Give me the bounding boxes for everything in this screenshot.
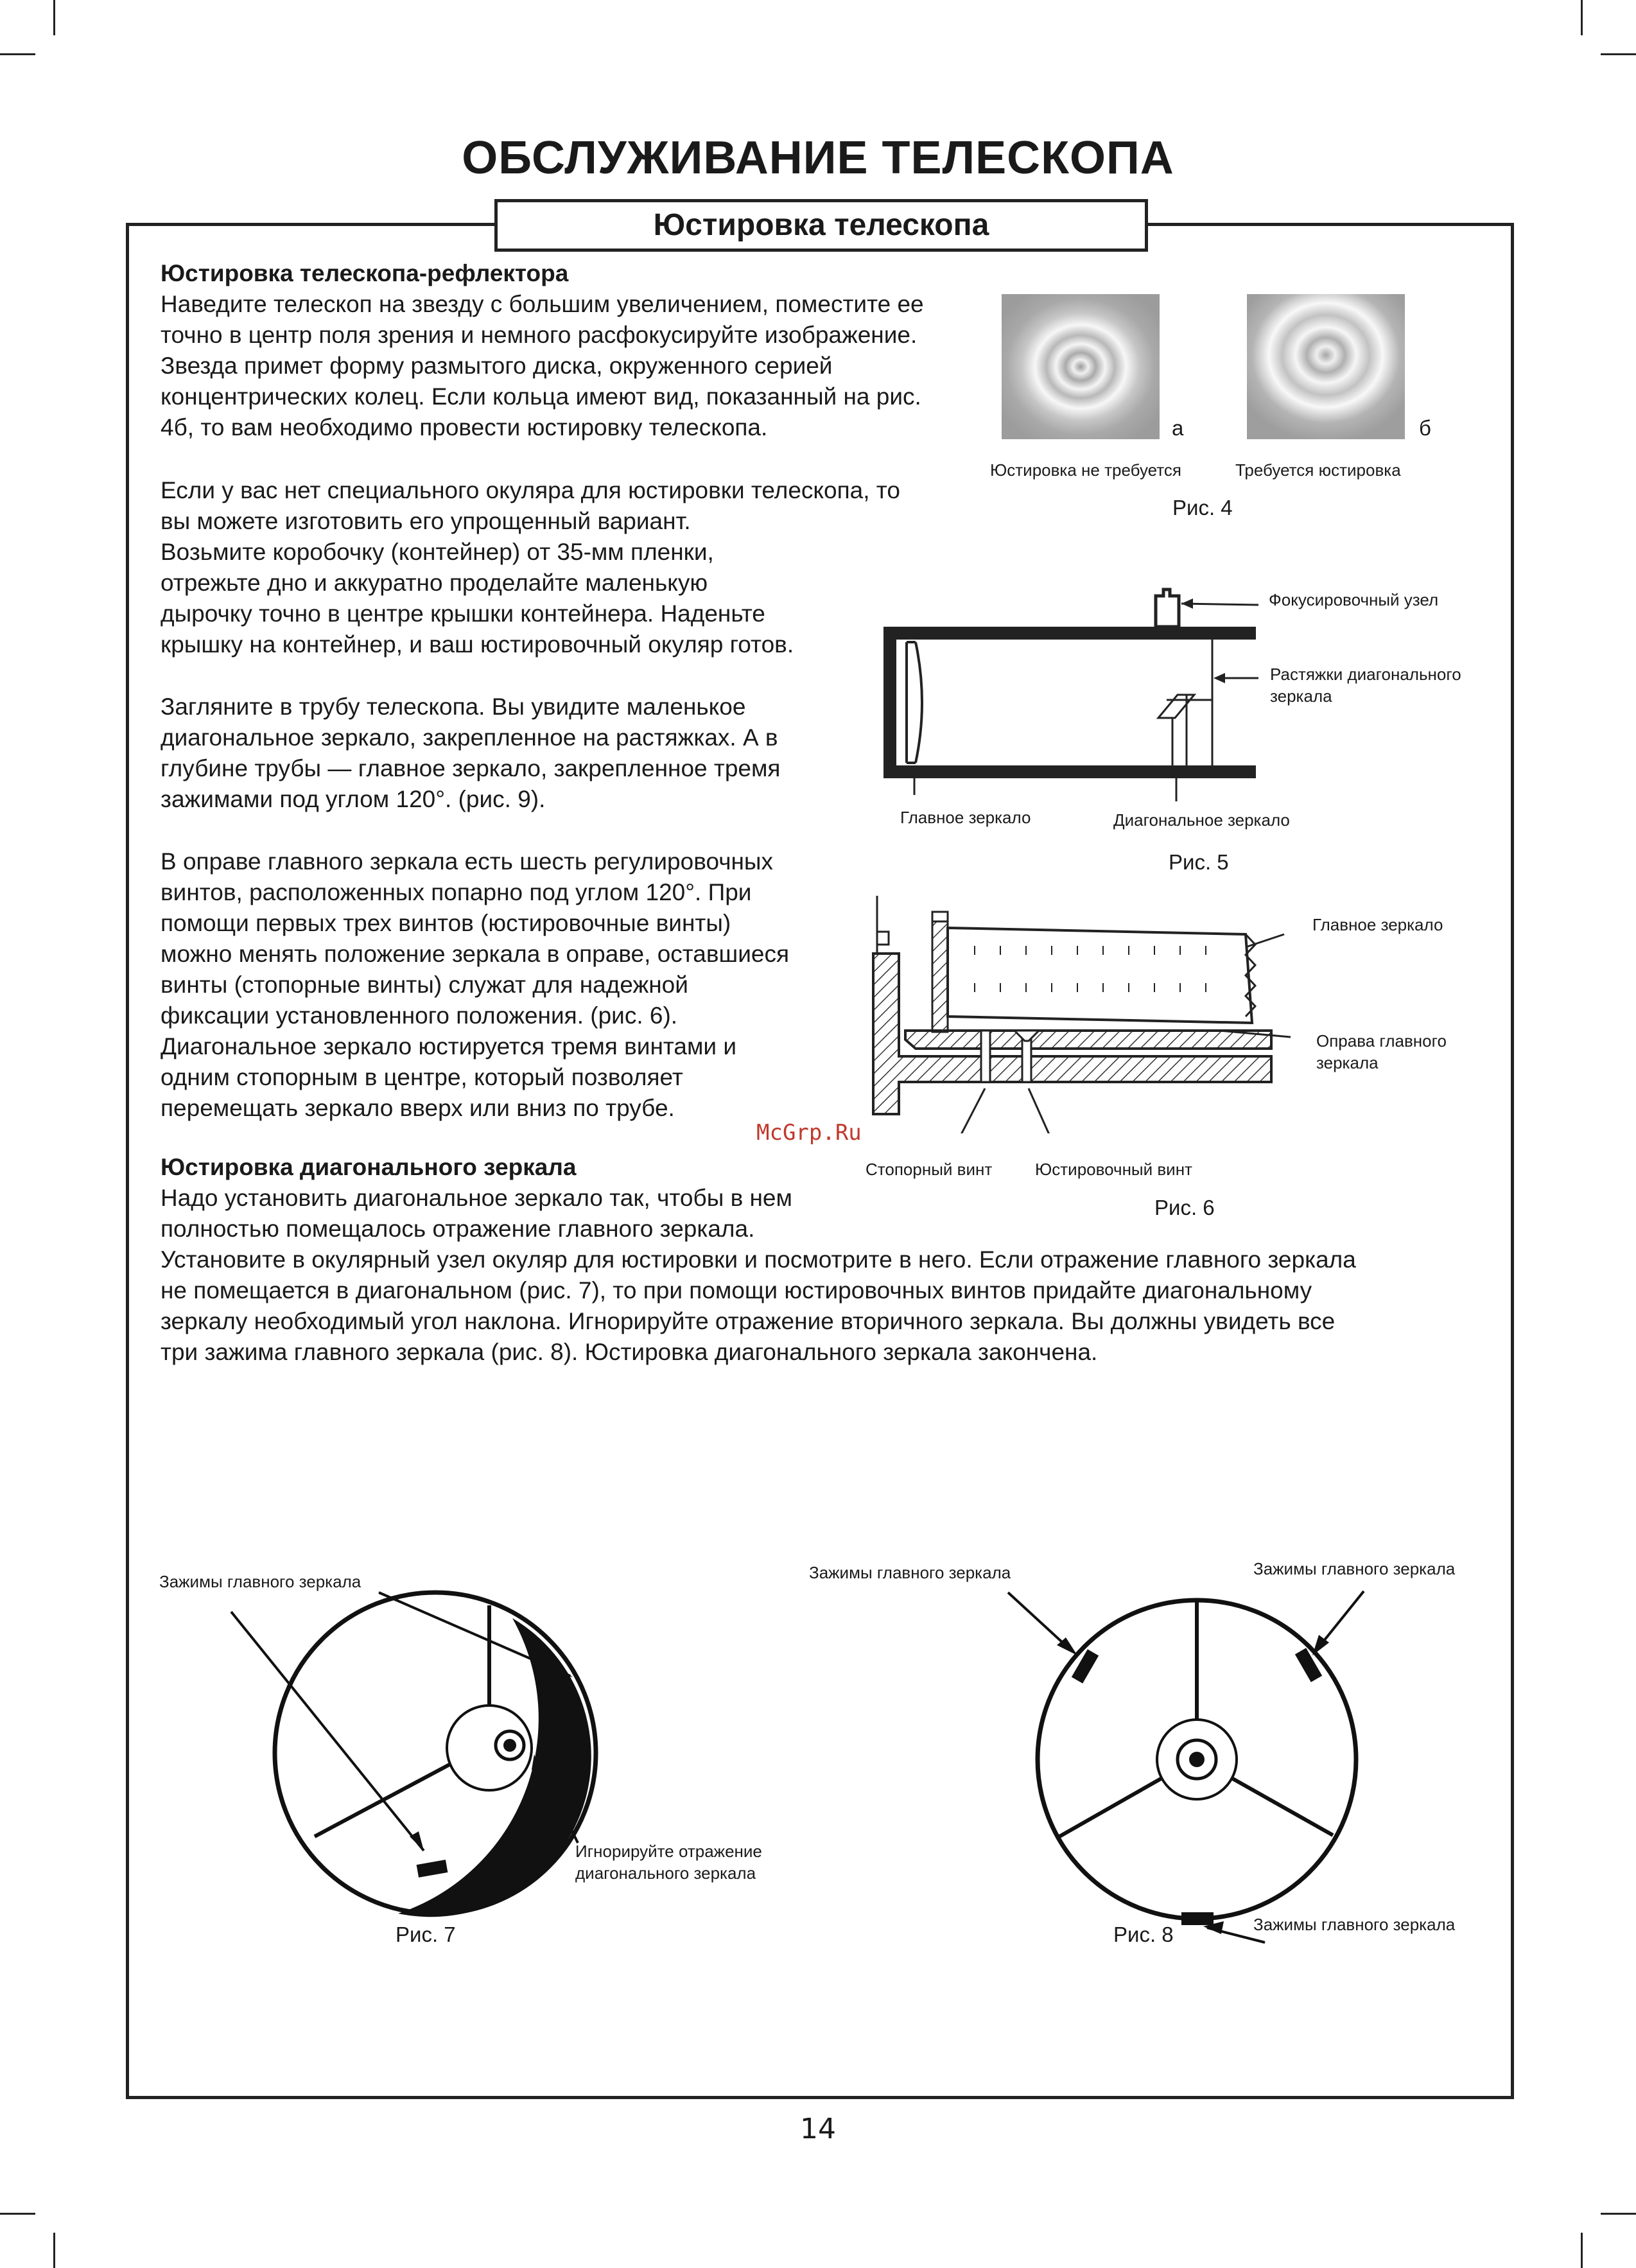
- misaligned-view-diagram: [193, 1567, 629, 1952]
- fig8-clips-right-label: Зажимы главного зеркала: [1253, 1559, 1456, 1578]
- text-line: зеркалу необходимый угол наклона. Игнорируйте отражение вторичного зеркала. Вы должны увидеть все: [161, 1308, 1336, 1334]
- fig4-label-b: б: [1419, 416, 1431, 440]
- text-line: винтов, расположенных попарно под углом 120°. При: [161, 879, 752, 905]
- text-line: концентрических колец. Если кольца имеют вид, показанный на рис.: [161, 383, 921, 410]
- fig6-lock-screw-label: Стопорный винт: [866, 1160, 993, 1179]
- fig6-primary-label: Главное зеркало: [1312, 915, 1443, 934]
- text-line: отрежьте дно и аккуратно проделайте маленькую: [161, 570, 708, 596]
- fig4-caption-b: Требуется юстировка: [1235, 460, 1401, 480]
- crop-mark: [1581, 0, 1583, 35]
- text-line: зажимами под углом 120°. (рис. 9).: [161, 786, 546, 812]
- fig4-caption: Рис. 4: [1172, 496, 1233, 519]
- diagonal-heading: Юстировка диагонального зеркала: [161, 1154, 577, 1180]
- fig5-spider-label: [1270, 663, 1461, 707]
- text-line: Если у вас нет специального окуляра для юстировки телескопа, то: [161, 477, 900, 503]
- watermark: McGrp.Ru: [756, 1120, 862, 1146]
- text-line: Диагональное зеркало юстируется тремя винтами и: [161, 1033, 737, 1060]
- text-line: Оправа главного: [1316, 1031, 1447, 1051]
- fig6-adjust-screw-label: Юстировочный винт: [1035, 1160, 1192, 1179]
- text-line: не помещается в диагональном (рис. 7), то при помощи юстировочных винтов придайте диагональному: [161, 1277, 1312, 1304]
- telescope-tube-diagram: [873, 578, 1284, 822]
- section-title: Юстировка телескопа: [494, 199, 1148, 252]
- text-line: помощи первых трех винтов (юстировочные винты): [161, 910, 731, 936]
- text-line: Загляните в трубу телескопа. Вы увидите маленькое: [161, 693, 746, 720]
- text-line: перемещать зеркало вверх или вниз по трубе.: [161, 1095, 675, 1121]
- tube-paragraph: [161, 692, 899, 815]
- text-line: Игнорируйте отражение: [575, 1842, 762, 1861]
- diagonal-paragraph: [161, 1152, 1496, 1368]
- page-number: 14: [800, 2113, 836, 2145]
- text-line: Наведите телескоп на звезду с большим увеличением, поместите ее: [161, 291, 924, 317]
- fig7-caption: Рис. 7: [396, 1923, 456, 1946]
- fig5-primary-label: Главное зеркало: [900, 808, 1031, 827]
- crop-mark: [1601, 2213, 1636, 2215]
- star-disk-image-a: [1002, 294, 1160, 439]
- crop-mark: [53, 2233, 55, 2268]
- text-line: Звезда примет форму размытого диска, окруженного серией: [161, 353, 833, 379]
- crop-mark: [1601, 53, 1636, 55]
- text-line: крышку на контейнер, и ваш юстировочный окуляр готов.: [161, 631, 794, 658]
- star-disk-image-b: [1247, 294, 1405, 439]
- text-line: диагонального зеркала: [575, 1863, 756, 1883]
- page-title: ОБСЛУЖИВАНИЕ ТЕЛЕСКОПА: [462, 132, 1174, 184]
- fig6-caption: Рис. 6: [1154, 1196, 1215, 1219]
- text-line: В оправе главного зеркала есть шесть регулировочных: [161, 848, 774, 875]
- aligned-view-diagram: [925, 1567, 1502, 1952]
- fig4-label-a: а: [1172, 416, 1184, 440]
- fig7-clips-label: Зажимы главного зеркала: [159, 1572, 361, 1591]
- crop-mark: [53, 0, 55, 35]
- text-line: Растяжки диагонального: [1270, 665, 1461, 684]
- text-line: Возьмите коробочку (контейнер) от 35-мм пленки,: [161, 539, 714, 565]
- text-line: полностью помещалось отражение главного зеркала.: [161, 1216, 755, 1242]
- text-line: винты (стопорные винты) служат для надежной: [161, 972, 688, 998]
- text-line: Установите в окулярный узел окуляр для юстировки и посмотрите в него. Если отражение главного зеркала: [161, 1246, 1356, 1273]
- text-line: диагональное зеркало, закрепленное на растяжках. А в: [161, 724, 778, 751]
- fig4-caption-a: Юстировка не требуется: [990, 460, 1181, 480]
- text-line: дырочку точно в центре крышки контейнера. Наденьте: [161, 600, 765, 627]
- text-line: 4б, то вам необходимо провести юстировку телескопа.: [161, 414, 768, 441]
- text-line: вы можете изготовить его упрощенный вариант.: [161, 508, 691, 534]
- text-line: глубине трубы — главное зеркало, закрепленное тремя: [161, 755, 781, 781]
- fig8-clips-bottom-label: Зажимы главного зеркала: [1253, 1915, 1456, 1934]
- text-line: можно менять положение зеркала в оправе, оставшиеся: [161, 941, 790, 967]
- text-line: зеркала: [1316, 1053, 1379, 1072]
- text-line: точно в центр поля зрения и немного расфокусируйте изображение.: [161, 322, 918, 348]
- fig6-cell-label: [1316, 1030, 1447, 1074]
- text-line: три зажима главного зеркала (рис. 8). Юстировка диагонального зеркала закончена.: [161, 1339, 1098, 1365]
- cell-paragraph: [161, 846, 899, 1124]
- reflector-heading: Юстировка телескопа-рефлектора: [161, 260, 569, 286]
- fig5-diagonal-label: Диагональное зеркало: [1113, 810, 1290, 830]
- text-line: Надо установить диагональное зеркало так, чтобы в нем: [161, 1185, 792, 1211]
- fig8-clips-left-label: Зажимы главного зеркала: [809, 1563, 1011, 1582]
- crop-mark: [0, 53, 35, 55]
- crop-mark: [1581, 2233, 1583, 2268]
- crop-mark: [0, 2213, 35, 2215]
- fig8-caption: Рис. 8: [1113, 1923, 1174, 1946]
- reflector-paragraph: [161, 258, 1047, 443]
- fig7-ignore-label: [575, 1840, 762, 1884]
- text-line: одним стопорным в центре, который позволяет: [161, 1064, 683, 1090]
- text-line: фиксации установленного положения. (рис. 6).: [161, 1002, 678, 1029]
- fig5-focuser-label: Фокусировочный узел: [1269, 590, 1439, 609]
- text-line: зеркала: [1270, 686, 1332, 706]
- fig5-caption: Рис. 5: [1169, 850, 1229, 874]
- mirror-cell-diagram: [860, 883, 1323, 1133]
